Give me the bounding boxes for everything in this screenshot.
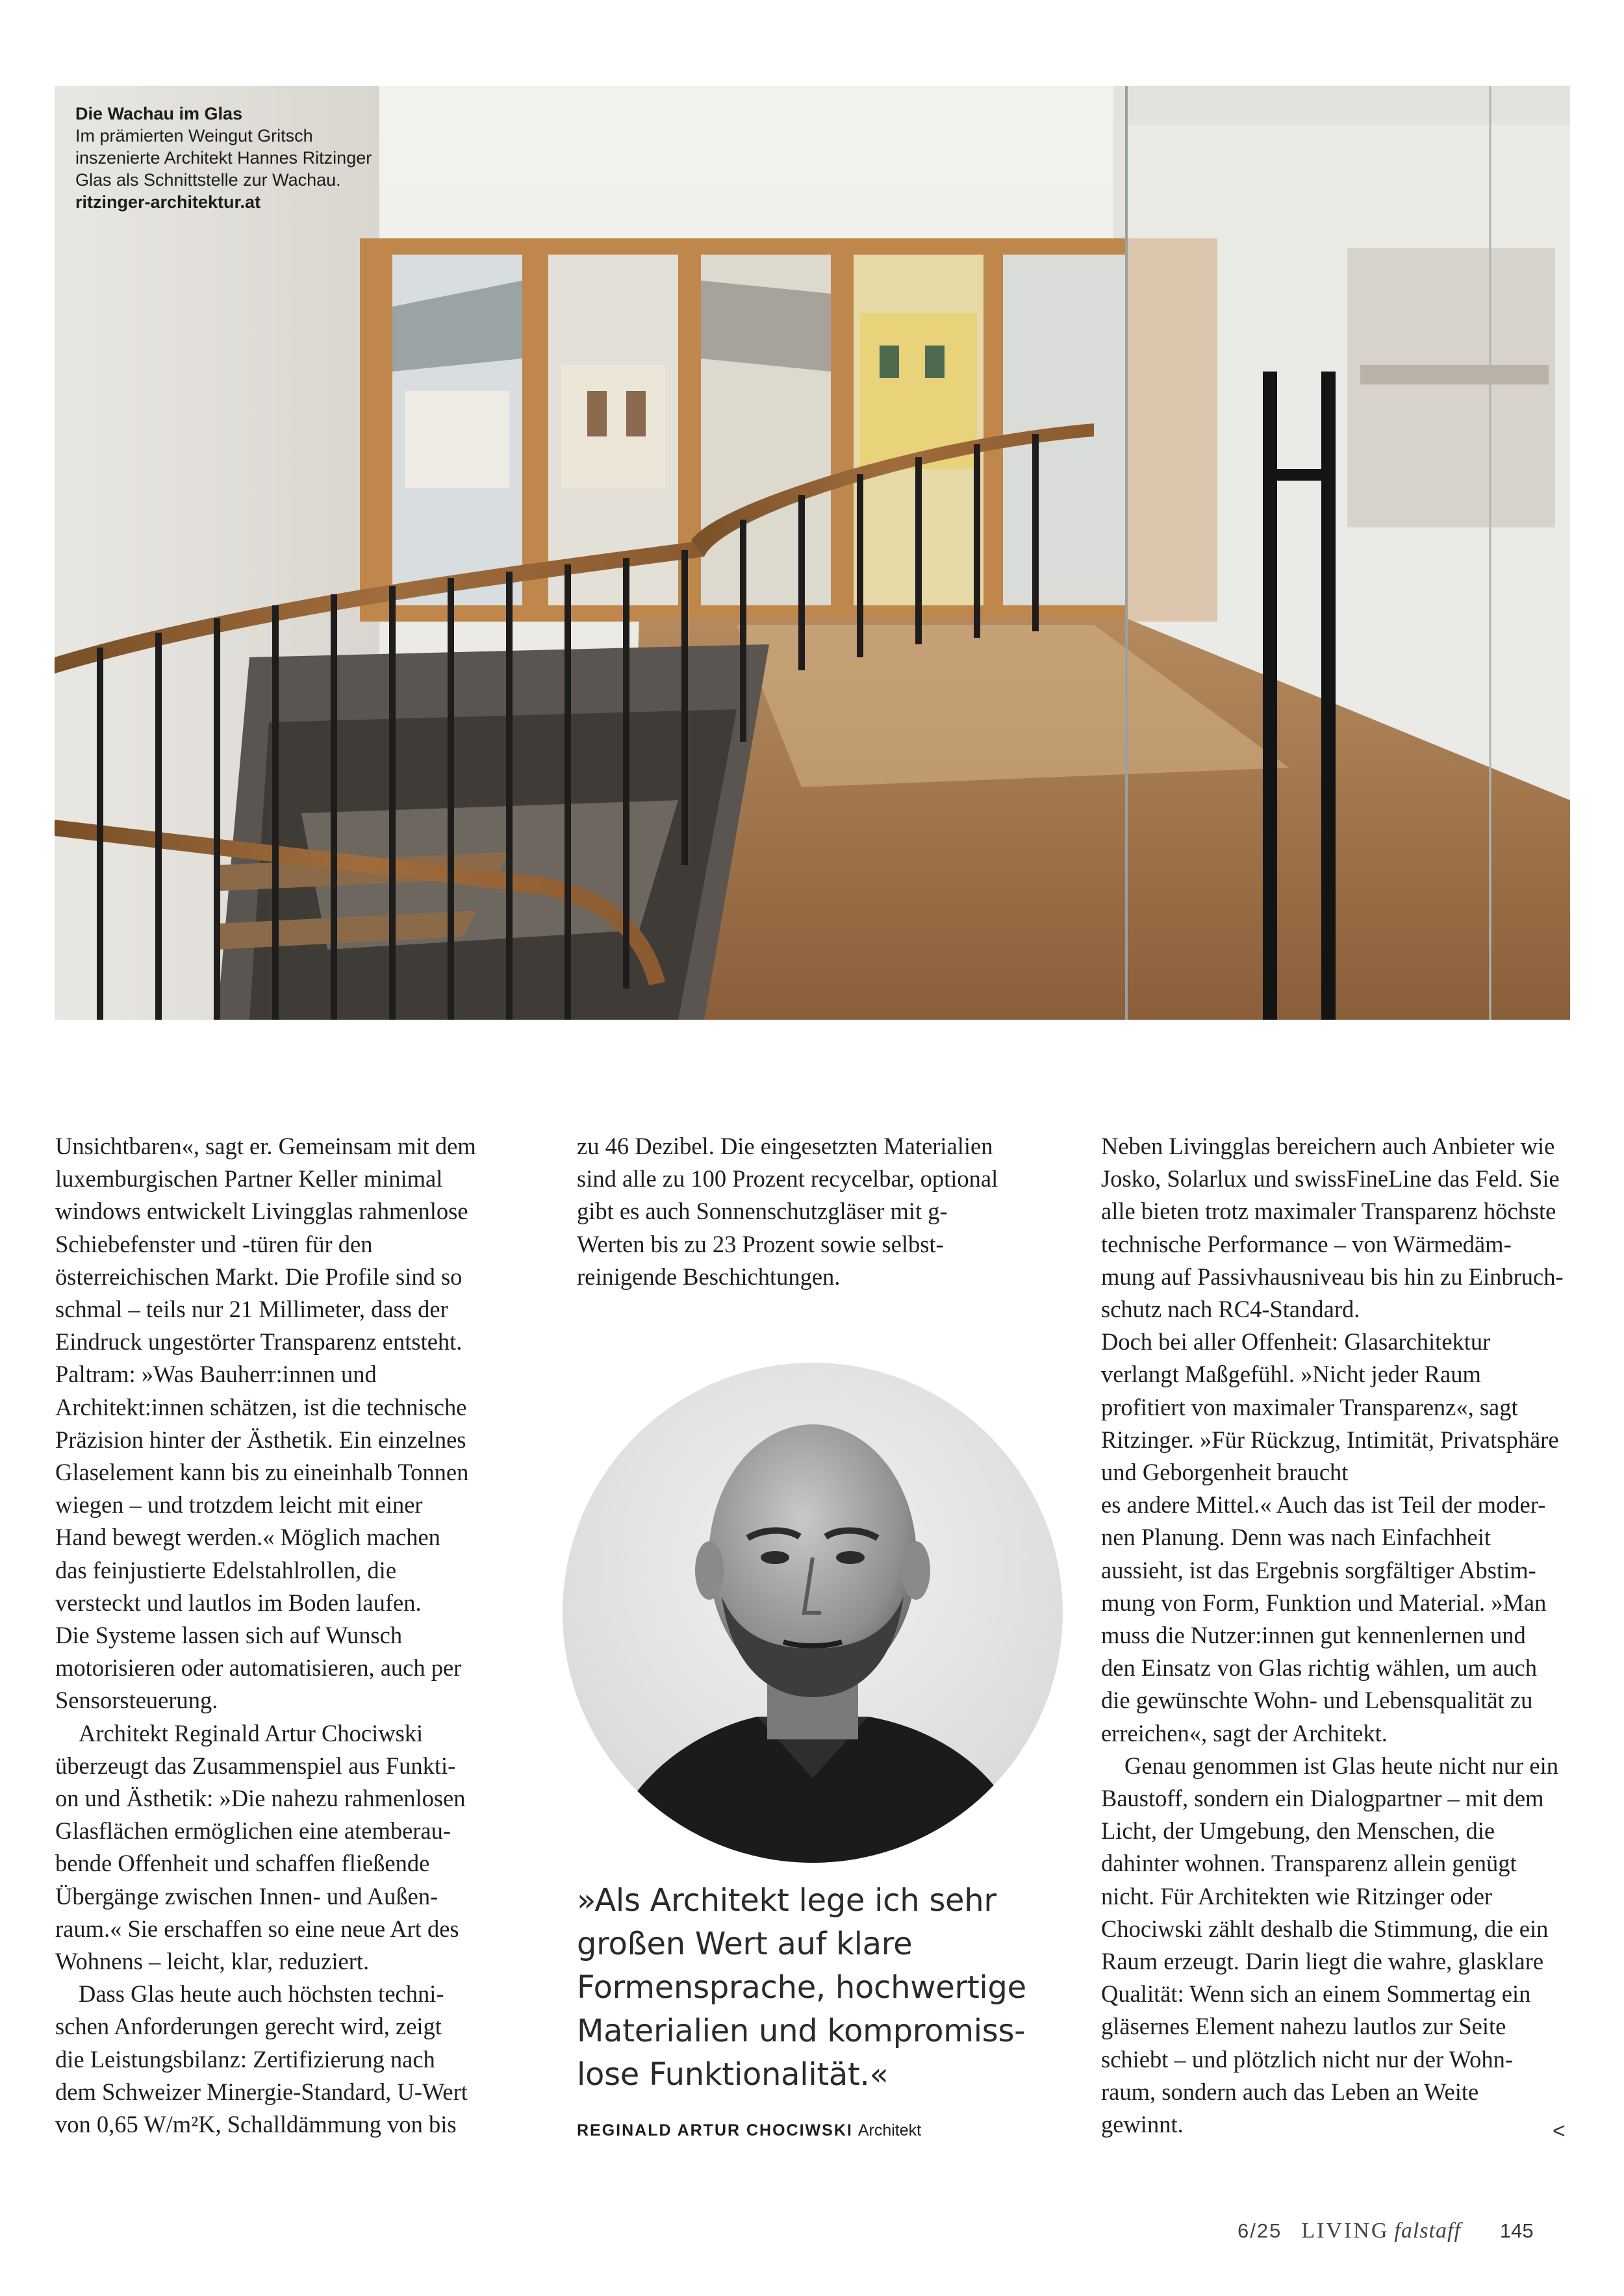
text-line: raum.« Sie erschaffen so eine neue Art des: [55, 1915, 459, 1942]
text-line: erreichen«, sagt der Architekt.: [1101, 1719, 1388, 1747]
text-line: raum, sondern auch das Leben an Weite: [1101, 2078, 1479, 2105]
text-line: Glaselement kann bis zu eineinhalb Tonnen: [55, 1459, 469, 1486]
text-line: den Einsatz von Glas richtig wählen, um auch: [1101, 1654, 1538, 1682]
text-line: Qualität: Wenn sich an einem Sommertag ein: [1101, 1980, 1531, 2008]
text-line: gläsernes Element nahezu lautlos zur Seite: [1101, 2013, 1506, 2040]
quote-line: Formensprache, hochwertige: [577, 1969, 1026, 2006]
text-line: gewinnt.: [1101, 2111, 1184, 2138]
page-footer: [1237, 2219, 1534, 2243]
text-line: schutz nach RC4-Standard.: [1101, 1296, 1360, 1323]
text-line: muss die Nutzer:innen gut kennenlernen und: [1101, 1622, 1526, 1649]
text-line: nicht. Für Architekten wie Ritzinger oder: [1101, 1882, 1493, 1910]
text-line: Josko, Solarlux und swissFineLine das Feld. Sie: [1101, 1165, 1560, 1192]
text-line: dahinter wohnen. Transparenz allein genügt: [1101, 1850, 1517, 1877]
pull-quote: [577, 1879, 1071, 2097]
text-line: Ritzinger. »Für Rückzug, Intimität, Privatsphäre: [1101, 1426, 1559, 1453]
issue-number: 6/25: [1237, 2219, 1282, 2242]
quote-author-name: REGINALD ARTUR CHOCIWSKI: [577, 2121, 853, 2139]
text-line: österreichischen Markt. Die Profile sind so: [55, 1263, 463, 1290]
text-line: Die Systeme lassen sich auf Wunsch: [55, 1622, 403, 1649]
text-line: Doch bei aller Offenheit: Glasarchitektur: [1101, 1328, 1491, 1356]
text-line: es andere Mittel.« Auch das ist Teil der moder-: [1101, 1491, 1546, 1519]
magazine-name: LIVING: [1301, 2219, 1389, 2243]
text-line: versteckt und lautlos im Boden laufen.: [55, 1589, 422, 1616]
text-line: Schiebefenster und -türen für den: [55, 1230, 373, 1257]
text-line: Eindruck ungestörter Transparenz entsteht.: [55, 1328, 463, 1356]
quote-line: lose Funktionalität.«: [577, 2056, 889, 2093]
text-line: profitiert von maximaler Transparenz«, sagt: [1101, 1393, 1518, 1420]
text-line: Wohnens – leicht, klar, reduziert.: [55, 1948, 370, 1975]
portrait-photo: [563, 1363, 1063, 1863]
text-line: wiegen – und trotzdem leicht mit einer: [55, 1491, 423, 1519]
quote-line: großen Wert auf klare: [577, 1926, 913, 1962]
quote-author-role: Architekt: [857, 2121, 922, 2139]
text-line: Architekt:innen schätzen, ist die technische: [55, 1393, 467, 1420]
text-line: Architekt Reginald Artur Chociwski: [79, 1719, 424, 1747]
text-line: gibt es auch Sonnenschutzgläser mit g-: [577, 1198, 948, 1225]
text-line: die Leistungsbilanz: Zertifizierung nach: [55, 2045, 435, 2073]
caption-title: Die Wachau im Glas: [75, 104, 243, 123]
text-line: überzeugt das Zusammenspiel aus Funkti-: [55, 1752, 456, 1779]
text-line: luxemburgischen Partner Keller minimal: [55, 1165, 443, 1192]
caption-line: Glas als Schnittstelle zur Wachau.: [75, 170, 341, 190]
article-column-2: [577, 1130, 1045, 1293]
caption-line: Im prämierten Weingut Gritsch: [75, 126, 313, 145]
text-line: Übergänge zwischen Innen- und Außen-: [55, 1882, 438, 1910]
text-line: Baustoff, sondern ein Dialogpartner – mit dem: [1101, 1785, 1544, 1812]
interior-photo: [55, 86, 1570, 1020]
text-line: Licht, der Umgebung, den Menschen, die: [1101, 1817, 1495, 1845]
text-line: schiebt – und plötzlich nicht nur der Wohn-: [1101, 2045, 1513, 2073]
article-end-mark: <: [1553, 2119, 1566, 2143]
photo-caption: [75, 103, 439, 213]
text-line: Chociwski zählt deshalb die Stimmung, die ein: [1101, 1915, 1549, 1942]
text-line: Dass Glas heute auch höchsten techni-: [79, 1980, 444, 2008]
text-line: Präzision hinter der Ästhetik. Ein einzelnes: [55, 1426, 466, 1453]
text-line: verlangt Maßgefühl. »Nicht jeder Raum: [1101, 1361, 1481, 1388]
page-number: 145: [1499, 2219, 1534, 2242]
quote-line: Materialien und kompromiss-: [577, 2013, 1026, 2049]
article-column-1: [55, 1130, 523, 2141]
text-line: die gewünschte Wohn- und Lebensqualität zu: [1101, 1687, 1533, 1714]
text-line: nen Planung. Denn was nach Einfachheit: [1101, 1524, 1491, 1551]
text-line: Hand bewegt werden.« Möglich machen: [55, 1524, 440, 1551]
text-line: motorisieren oder automatisieren, auch per: [55, 1654, 462, 1682]
article-column-3: [1101, 1130, 1595, 2141]
text-line: technische Performance – von Wärmedäm-: [1101, 1230, 1512, 1257]
text-line: dem Schweizer Minergie-Standard, U-Wert: [55, 2078, 468, 2105]
brand-name: falstaff: [1394, 2219, 1461, 2243]
text-line: Genau genommen ist Glas heute nicht nur ein: [1124, 1752, 1558, 1779]
caption-link[interactable]: ritzinger-architektur.at: [75, 192, 261, 212]
text-line: Sensorsteuerung.: [55, 1687, 218, 1714]
text-line: und Geborgenheit braucht: [1101, 1459, 1349, 1486]
text-line: das feinjustierte Edelstahlrollen, die: [55, 1556, 397, 1583]
text-line: Raum erzeugt. Darin liegt die wahre, glasklare: [1101, 1948, 1544, 1975]
text-line: mung von Form, Funktion und Material. »Man: [1101, 1589, 1547, 1616]
text-line: Glasflächen ermöglichen eine atemberau-: [55, 1817, 451, 1845]
text-line: windows entwickelt Livingglas rahmenlose: [55, 1198, 468, 1225]
quote-attribution: [577, 2121, 921, 2140]
text-line: on und Ästhetik: »Die nahezu rahmenlosen: [55, 1785, 466, 1812]
text-line: bende Offenheit und schaffen fließende: [55, 1850, 430, 1877]
text-line: reinigende Beschichtungen.: [577, 1263, 841, 1290]
text-line: Paltram: »Was Bauherr:innen und: [55, 1361, 377, 1388]
text-line: Unsichtbaren«, sagt er. Gemeinsam mit dem: [55, 1133, 476, 1159]
text-line: Werten bis zu 23 Prozent sowie selbst-: [577, 1230, 944, 1257]
text-line: zu 46 Dezibel. Die eingesetzten Materialien: [577, 1133, 993, 1159]
caption-line: inszenierte Architekt Hannes Ritzinger: [75, 148, 372, 168]
text-line: von 0,65 W/m²K, Schalldämmung von bis: [55, 2111, 457, 2138]
text-line: aussieht, ist das Ergebnis sorgfältiger Abstim-: [1101, 1556, 1536, 1583]
quote-line: »Als Architekt lege ich sehr: [577, 1882, 996, 1919]
text-line: alle bieten trotz maximaler Transparenz höchste: [1101, 1198, 1556, 1225]
text-line: mung auf Passivhausniveau bis hin zu Einbruch-: [1101, 1263, 1564, 1290]
text-line: schen Anforderungen gerecht wird, zeigt: [55, 2013, 442, 2040]
text-line: schmal – teils nur 21 Millimeter, dass der: [55, 1296, 448, 1323]
text-line: Neben Livingglas bereichern auch Anbieter wie: [1101, 1133, 1555, 1159]
text-line: sind alle zu 100 Prozent recycelbar, optional: [577, 1165, 998, 1192]
